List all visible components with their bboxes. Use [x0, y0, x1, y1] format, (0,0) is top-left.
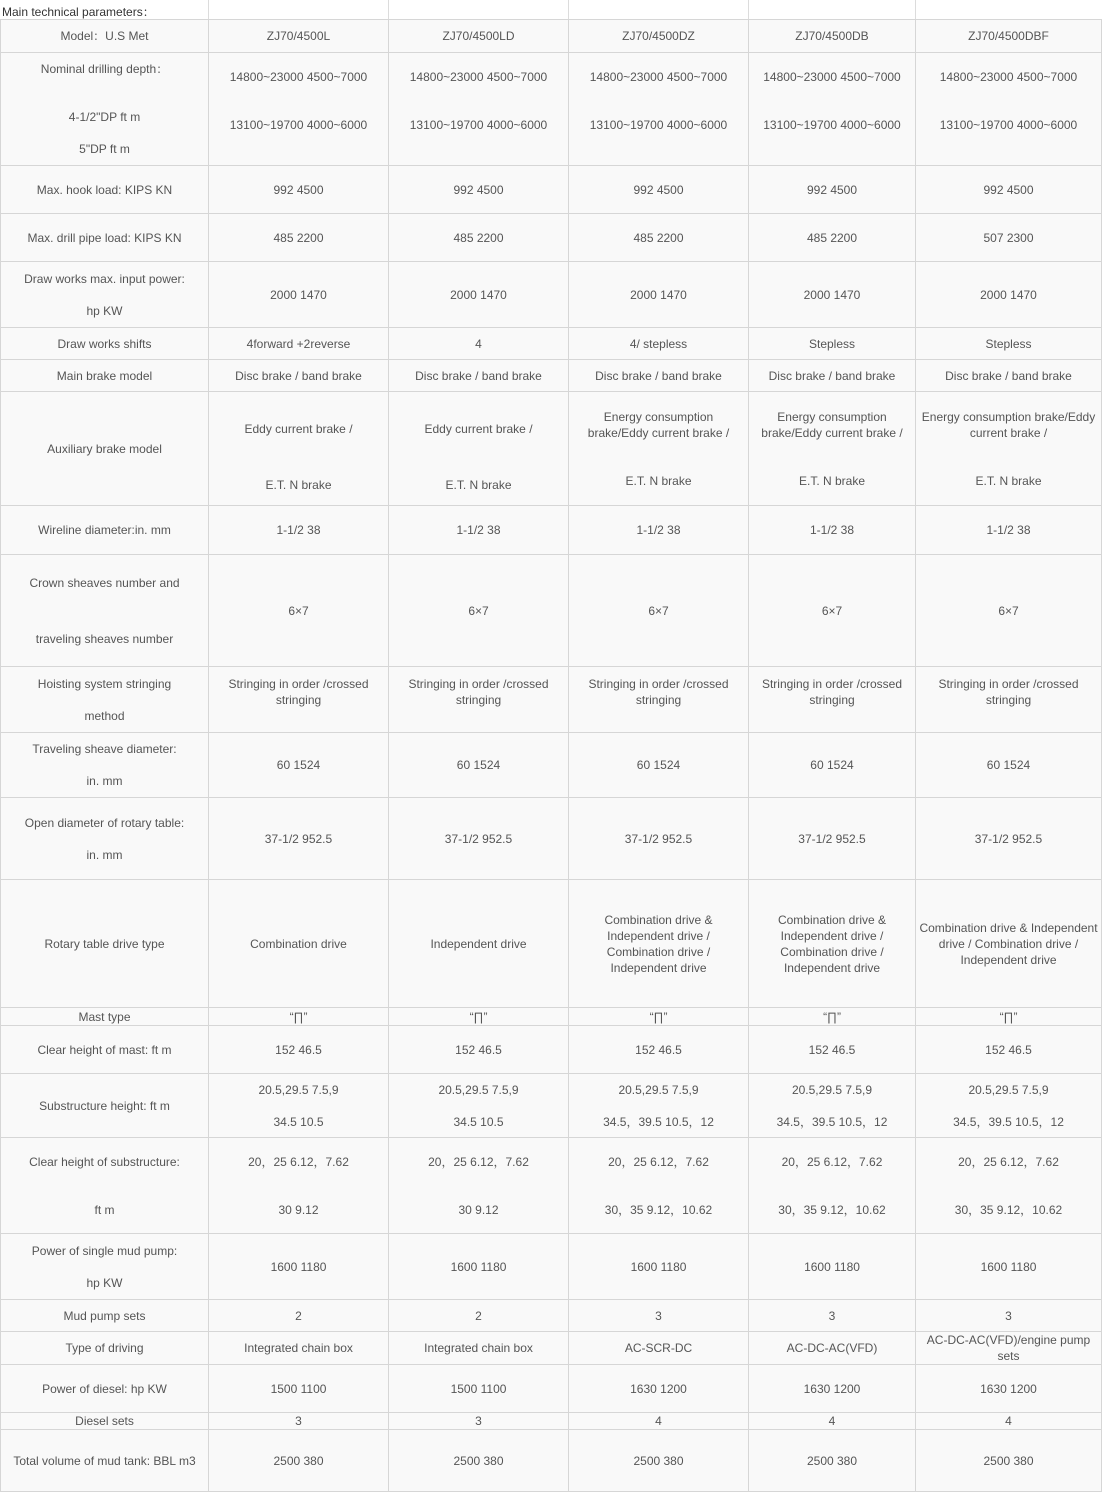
cell-stringing-1: Stringing in order /crossed stringing — [228, 676, 369, 707]
row-label-sub: method — [84, 708, 125, 723]
cell-dieselsets-1: 3 — [209, 1413, 389, 1430]
row-main-brake — [1, 360, 1102, 392]
row-label: Hoisting system stringing — [37, 676, 172, 691]
cell-subclear-b3: 30，35 9.12，10.62 — [604, 1202, 713, 1217]
cell-mainbrake-1: Disc brake / band brake — [209, 360, 389, 392]
cell-aux-2: Eddy current brake / — [424, 421, 533, 436]
cell-shifts-1: 4forward +2reverse — [209, 328, 389, 360]
cell-subclear-a: 20，25 6.12，7.62 — [248, 1154, 349, 1169]
row-rotary-drive — [1, 880, 1102, 1008]
row-wireline — [1, 506, 1102, 555]
row-label: Draw works max. input power: — [24, 271, 185, 286]
cell-depth-b: 13100~19700 4000~6000 — [589, 118, 728, 132]
row-label-sub: traveling sheaves number — [35, 631, 174, 646]
cell-sub-b1: 34.5 10.5 — [273, 1114, 324, 1129]
cell-wireline-3: 1-1/2 38 — [569, 506, 749, 555]
row-drawworks-power — [1, 262, 1102, 328]
row-mast-type — [1, 1008, 1102, 1026]
row-label: Mud pump sets — [1, 1300, 209, 1332]
cell-mastheight-5: 152 46.5 — [916, 1026, 1102, 1074]
cell-subclear-a: 20，25 6.12，7.62 — [608, 1154, 709, 1169]
cell-depth-a: 14800~23000 4500~7000 — [589, 70, 728, 84]
cell-model-4: ZJ70/4500DB — [749, 20, 916, 53]
row-label: Wireline diameter:in. mm — [1, 506, 209, 555]
row-depth — [1, 53, 1102, 166]
cell-wireline-1: 1-1/2 38 — [209, 506, 389, 555]
cell-sub-b2: 34.5 10.5 — [453, 1114, 504, 1129]
row-stringing — [1, 667, 1102, 733]
cell-subclear-b5: 30，35 9.12，10.62 — [954, 1202, 1063, 1217]
cell-shifts-3: 4/ stepless — [569, 328, 749, 360]
cell-depth-a: 14800~23000 4500~7000 — [229, 70, 368, 84]
cell-rotarydrive-2: Independent drive — [389, 880, 569, 1008]
row-rotary-diameter — [1, 798, 1102, 880]
row-mast-height — [1, 1026, 1102, 1074]
cell-sub-b5: 34.5，39.5 10.5，12 — [953, 1114, 1064, 1129]
row-label: Diesel sets — [1, 1413, 209, 1430]
cell-rotary-2: 37-1/2 952.5 — [389, 798, 569, 880]
row-pipe-load — [1, 214, 1102, 262]
cell-driving-2: Integrated chain box — [389, 1332, 569, 1365]
row-mud-tank — [1, 1430, 1102, 1492]
row-label-sub: ft m — [94, 1202, 115, 1217]
cell-mudsets-4: 3 — [749, 1300, 916, 1332]
cell-dieselsets-5: 4 — [916, 1413, 1102, 1430]
cell-mastheight-1: 152 46.5 — [209, 1026, 389, 1074]
row-label-sub: 4-1/2"DP ft m — [68, 110, 141, 124]
row-sheaves — [1, 555, 1102, 667]
row-label: Model：U.S Met — [1, 20, 209, 53]
row-label: Mast type — [1, 1008, 209, 1026]
cell-travsheave-3: 60 1524 — [569, 733, 749, 798]
cell-rotarydrive-5: Combination drive & Independent drive / Combination drive / Independent drive — [916, 880, 1102, 1008]
row-diesel-sets — [1, 1413, 1102, 1430]
cell-pipe-4: 485 2200 — [749, 214, 916, 262]
cell-mudsets-3: 3 — [569, 1300, 749, 1332]
cell-sheaves-2: 6×7 — [389, 555, 569, 667]
row-label-sub: hp KW — [86, 1275, 123, 1290]
cell-sheaves-3: 6×7 — [569, 555, 749, 667]
cell-sheaves-5: 6×7 — [916, 555, 1102, 667]
cell-pipe-3: 485 2200 — [569, 214, 749, 262]
cell-sub-a: 20.5,29.5 7.5,9 — [968, 1082, 1049, 1097]
cell-dwpower-1: 2000 1470 — [209, 262, 389, 328]
cell-aux-etn: E.T. N brake — [798, 473, 866, 488]
row-label: Traveling sheave diameter: — [32, 742, 177, 756]
cell-wireline-5: 1-1/2 38 — [916, 506, 1102, 555]
cell-mudpump-2: 1600 1180 — [389, 1234, 569, 1300]
row-label-sub: in. mm — [86, 847, 123, 862]
cell-aux-4: Energy consumption brake/Eddy current brake / — [761, 409, 903, 440]
cell-stringing-2: Stringing in order /crossed stringing — [408, 676, 549, 707]
cell-mast-1: “∏” — [209, 1008, 389, 1026]
cell-hook-1: 992 4500 — [209, 166, 389, 214]
row-label: Rotary table drive type — [1, 880, 209, 1008]
row-label: Substructure height: ft m — [1, 1074, 209, 1138]
cell-shifts-4: Stepless — [749, 328, 916, 360]
cell-shifts-2: 4 — [389, 328, 569, 360]
page-title: Main technical parameters： — [2, 5, 155, 19]
cell-subclear-b1: 30 9.12 — [278, 1202, 319, 1217]
cell-mainbrake-5: Disc brake / band brake — [916, 360, 1102, 392]
cell-diesel-1: 1500 1100 — [209, 1365, 389, 1413]
cell-hook-4: 992 4500 — [749, 166, 916, 214]
cell-mast-4: “∏” — [749, 1008, 916, 1026]
cell-aux-1: Eddy current brake / — [244, 421, 353, 436]
cell-aux-3: Energy consumption brake/Eddy current brake / — [587, 409, 730, 440]
cell-mainbrake-3: Disc brake / band brake — [569, 360, 749, 392]
cell-hook-5: 992 4500 — [916, 166, 1102, 214]
row-label: Power of diesel: hp KW — [1, 1365, 209, 1413]
cell-depth-a: 14800~23000 4500~7000 — [409, 70, 548, 84]
cell-driving-4: AC-DC-AC(VFD) — [749, 1332, 916, 1365]
title-row — [0, 0, 1102, 20]
row-label-sub: in. mm — [86, 774, 123, 788]
cell-sub-b4: 34.5，39.5 10.5，12 — [776, 1114, 888, 1129]
cell-mudpump-4: 1600 1180 — [749, 1234, 916, 1300]
cell-aux-5: Energy consumption brake/Eddy current brake / — [921, 409, 1096, 440]
cell-depth-a: 14800~23000 4500~7000 — [763, 70, 901, 84]
cell-mast-5: “∏” — [916, 1008, 1102, 1026]
cell-mainbrake-4: Disc brake / band brake — [749, 360, 916, 392]
cell-travsheave-4: 60 1524 — [749, 733, 916, 798]
cell-dieselsets-2: 3 — [389, 1413, 569, 1430]
parameters-table — [0, 19, 1102, 1492]
row-label-sub2: 5"DP ft m — [79, 142, 130, 156]
cell-depth-b: 13100~19700 4000~6000 — [939, 118, 1078, 132]
cell-mast-3: “∏” — [569, 1008, 749, 1026]
row-label: Clear height of mast: ft m — [1, 1026, 209, 1074]
row-model — [1, 20, 1102, 53]
cell-travsheave-2: 60 1524 — [389, 733, 569, 798]
cell-diesel-2: 1500 1100 — [389, 1365, 569, 1413]
row-mud-pump-sets — [1, 1300, 1102, 1332]
cell-dieselsets-4: 4 — [749, 1413, 916, 1430]
cell-mudtank-1: 2500 380 — [209, 1430, 389, 1492]
cell-model-5: ZJ70/4500DBF — [916, 20, 1102, 53]
row-aux-brake — [1, 392, 1102, 506]
cell-stringing-3: Stringing in order /crossed stringing — [588, 676, 729, 707]
row-shifts — [1, 328, 1102, 360]
cell-mainbrake-2: Disc brake / band brake — [389, 360, 569, 392]
cell-depth-b: 13100~19700 4000~6000 — [229, 118, 368, 132]
cell-rotary-5: 37-1/2 952.5 — [916, 798, 1102, 880]
row-label: Power of single mud pump: — [31, 1243, 178, 1258]
cell-mudtank-5: 2500 380 — [916, 1430, 1102, 1492]
cell-aux-etn: E.T. N brake — [265, 477, 332, 492]
cell-travsheave-5: 60 1524 — [916, 733, 1102, 798]
cell-diesel-3: 1630 1200 — [569, 1365, 749, 1413]
cell-mast-2: “∏” — [389, 1008, 569, 1026]
row-traveling-sheave — [1, 733, 1102, 798]
cell-mudsets-1: 2 — [209, 1300, 389, 1332]
row-label: Main brake model — [1, 360, 209, 392]
cell-mudtank-2: 2500 380 — [389, 1430, 569, 1492]
cell-sub-a: 20.5,29.5 7.5,9 — [438, 1082, 519, 1097]
cell-rotary-3: 37-1/2 952.5 — [569, 798, 749, 880]
row-diesel-power — [1, 1365, 1102, 1413]
cell-rotarydrive-1: Combination drive — [209, 880, 389, 1008]
cell-sub-a: 20.5,29.5 7.5,9 — [791, 1082, 873, 1097]
cell-driving-5: AC-DC-AC(VFD)/engine pump sets — [916, 1332, 1102, 1365]
row-mud-pump-power — [1, 1234, 1102, 1300]
cell-mastheight-4: 152 46.5 — [749, 1026, 916, 1074]
cell-travsheave-1: 60 1524 — [209, 733, 389, 798]
row-label: Crown sheaves number and — [29, 575, 180, 590]
cell-depth-b: 13100~19700 4000~6000 — [763, 118, 901, 132]
row-label: Max. drill pipe load: KIPS KN — [1, 214, 209, 262]
cell-driving-1: Integrated chain box — [209, 1332, 389, 1365]
row-label: Total volume of mud tank: BBL m3 — [1, 1430, 209, 1492]
cell-mudpump-5: 1600 1180 — [916, 1234, 1102, 1300]
cell-model-3: ZJ70/4500DZ — [569, 20, 749, 53]
row-driving-type — [1, 1332, 1102, 1365]
cell-hook-3: 992 4500 — [569, 166, 749, 214]
cell-mudsets-2: 2 — [389, 1300, 569, 1332]
cell-subclear-a: 20，25 6.12，7.62 — [428, 1154, 529, 1169]
row-hook-load — [1, 166, 1102, 214]
cell-sub-a: 20.5,29.5 7.5,9 — [258, 1082, 339, 1097]
row-label-sub: hp KW — [86, 303, 123, 318]
cell-mudtank-3: 2500 380 — [569, 1430, 749, 1492]
row-substructure — [1, 1074, 1102, 1138]
cell-mudtank-4: 2500 380 — [749, 1430, 916, 1492]
cell-pipe-1: 485 2200 — [209, 214, 389, 262]
cell-subclear-a: 20，25 6.12，7.62 — [781, 1154, 883, 1169]
cell-subclear-b2: 30 9.12 — [458, 1202, 499, 1217]
row-label: Open diameter of rotary table: — [24, 815, 185, 830]
cell-mudpump-1: 1600 1180 — [209, 1234, 389, 1300]
cell-dwpower-4: 2000 1470 — [749, 262, 916, 328]
cell-diesel-4: 1630 1200 — [749, 1365, 916, 1413]
cell-hook-2: 992 4500 — [389, 166, 569, 214]
cell-driving-3: AC-SCR-DC — [569, 1332, 749, 1365]
cell-dwpower-3: 2000 1470 — [569, 262, 749, 328]
cell-rotary-1: 37-1/2 952.5 — [209, 798, 389, 880]
cell-rotarydrive-3: Combination drive & Independent drive / Combination drive / Independent drive — [569, 880, 749, 1008]
row-label: Auxiliary brake model — [1, 392, 209, 506]
cell-depth-a: 14800~23000 4500~7000 — [939, 70, 1078, 84]
cell-sheaves-1: 6×7 — [209, 555, 389, 667]
row-label: Max. hook load: KIPS KN — [1, 166, 209, 214]
cell-dieselsets-3: 4 — [569, 1413, 749, 1430]
cell-diesel-5: 1630 1200 — [916, 1365, 1102, 1413]
row-label: Draw works shifts — [1, 328, 209, 360]
cell-depth-b: 13100~19700 4000~6000 — [409, 118, 548, 132]
cell-aux-etn: E.T. N brake — [445, 477, 512, 492]
cell-mudsets-5: 3 — [916, 1300, 1102, 1332]
cell-pipe-2: 485 2200 — [389, 214, 569, 262]
cell-aux-etn: E.T. N brake — [975, 473, 1042, 488]
cell-stringing-5: Stringing in order /crossed stringing — [938, 676, 1079, 707]
cell-stringing-4: Stringing in order /crossed stringing — [761, 676, 903, 707]
cell-sheaves-4: 6×7 — [749, 555, 916, 667]
row-label: Clear height of substructure: — [29, 1154, 180, 1169]
cell-wireline-4: 1-1/2 38 — [749, 506, 916, 555]
cell-mastheight-3: 152 46.5 — [569, 1026, 749, 1074]
cell-pipe-5: 507 2300 — [916, 214, 1102, 262]
cell-dwpower-5: 2000 1470 — [916, 262, 1102, 328]
cell-shifts-5: Stepless — [916, 328, 1102, 360]
row-label: Nominal drilling depth： — [40, 62, 169, 76]
row-label: Type of driving — [1, 1332, 209, 1365]
cell-sub-a: 20.5,29.5 7.5,9 — [618, 1082, 699, 1097]
cell-sub-b3: 34.5，39.5 10.5，12 — [603, 1114, 714, 1129]
cell-rotarydrive-4: Combination drive & Independent drive / Combination drive / Independent drive — [749, 880, 916, 1008]
cell-aux-etn: E.T. N brake — [625, 473, 692, 488]
cell-model-2: ZJ70/4500LD — [389, 20, 569, 53]
row-substructure-clear — [1, 1138, 1102, 1234]
cell-subclear-b4: 30，35 9.12，10.62 — [778, 1202, 886, 1217]
cell-rotary-4: 37-1/2 952.5 — [749, 798, 916, 880]
cell-model-1: ZJ70/4500L — [209, 20, 389, 53]
cell-mastheight-2: 152 46.5 — [389, 1026, 569, 1074]
cell-mudpump-3: 1600 1180 — [569, 1234, 749, 1300]
cell-wireline-2: 1-1/2 38 — [389, 506, 569, 555]
cell-subclear-a: 20，25 6.12，7.62 — [958, 1154, 1059, 1169]
cell-dwpower-2: 2000 1470 — [389, 262, 569, 328]
